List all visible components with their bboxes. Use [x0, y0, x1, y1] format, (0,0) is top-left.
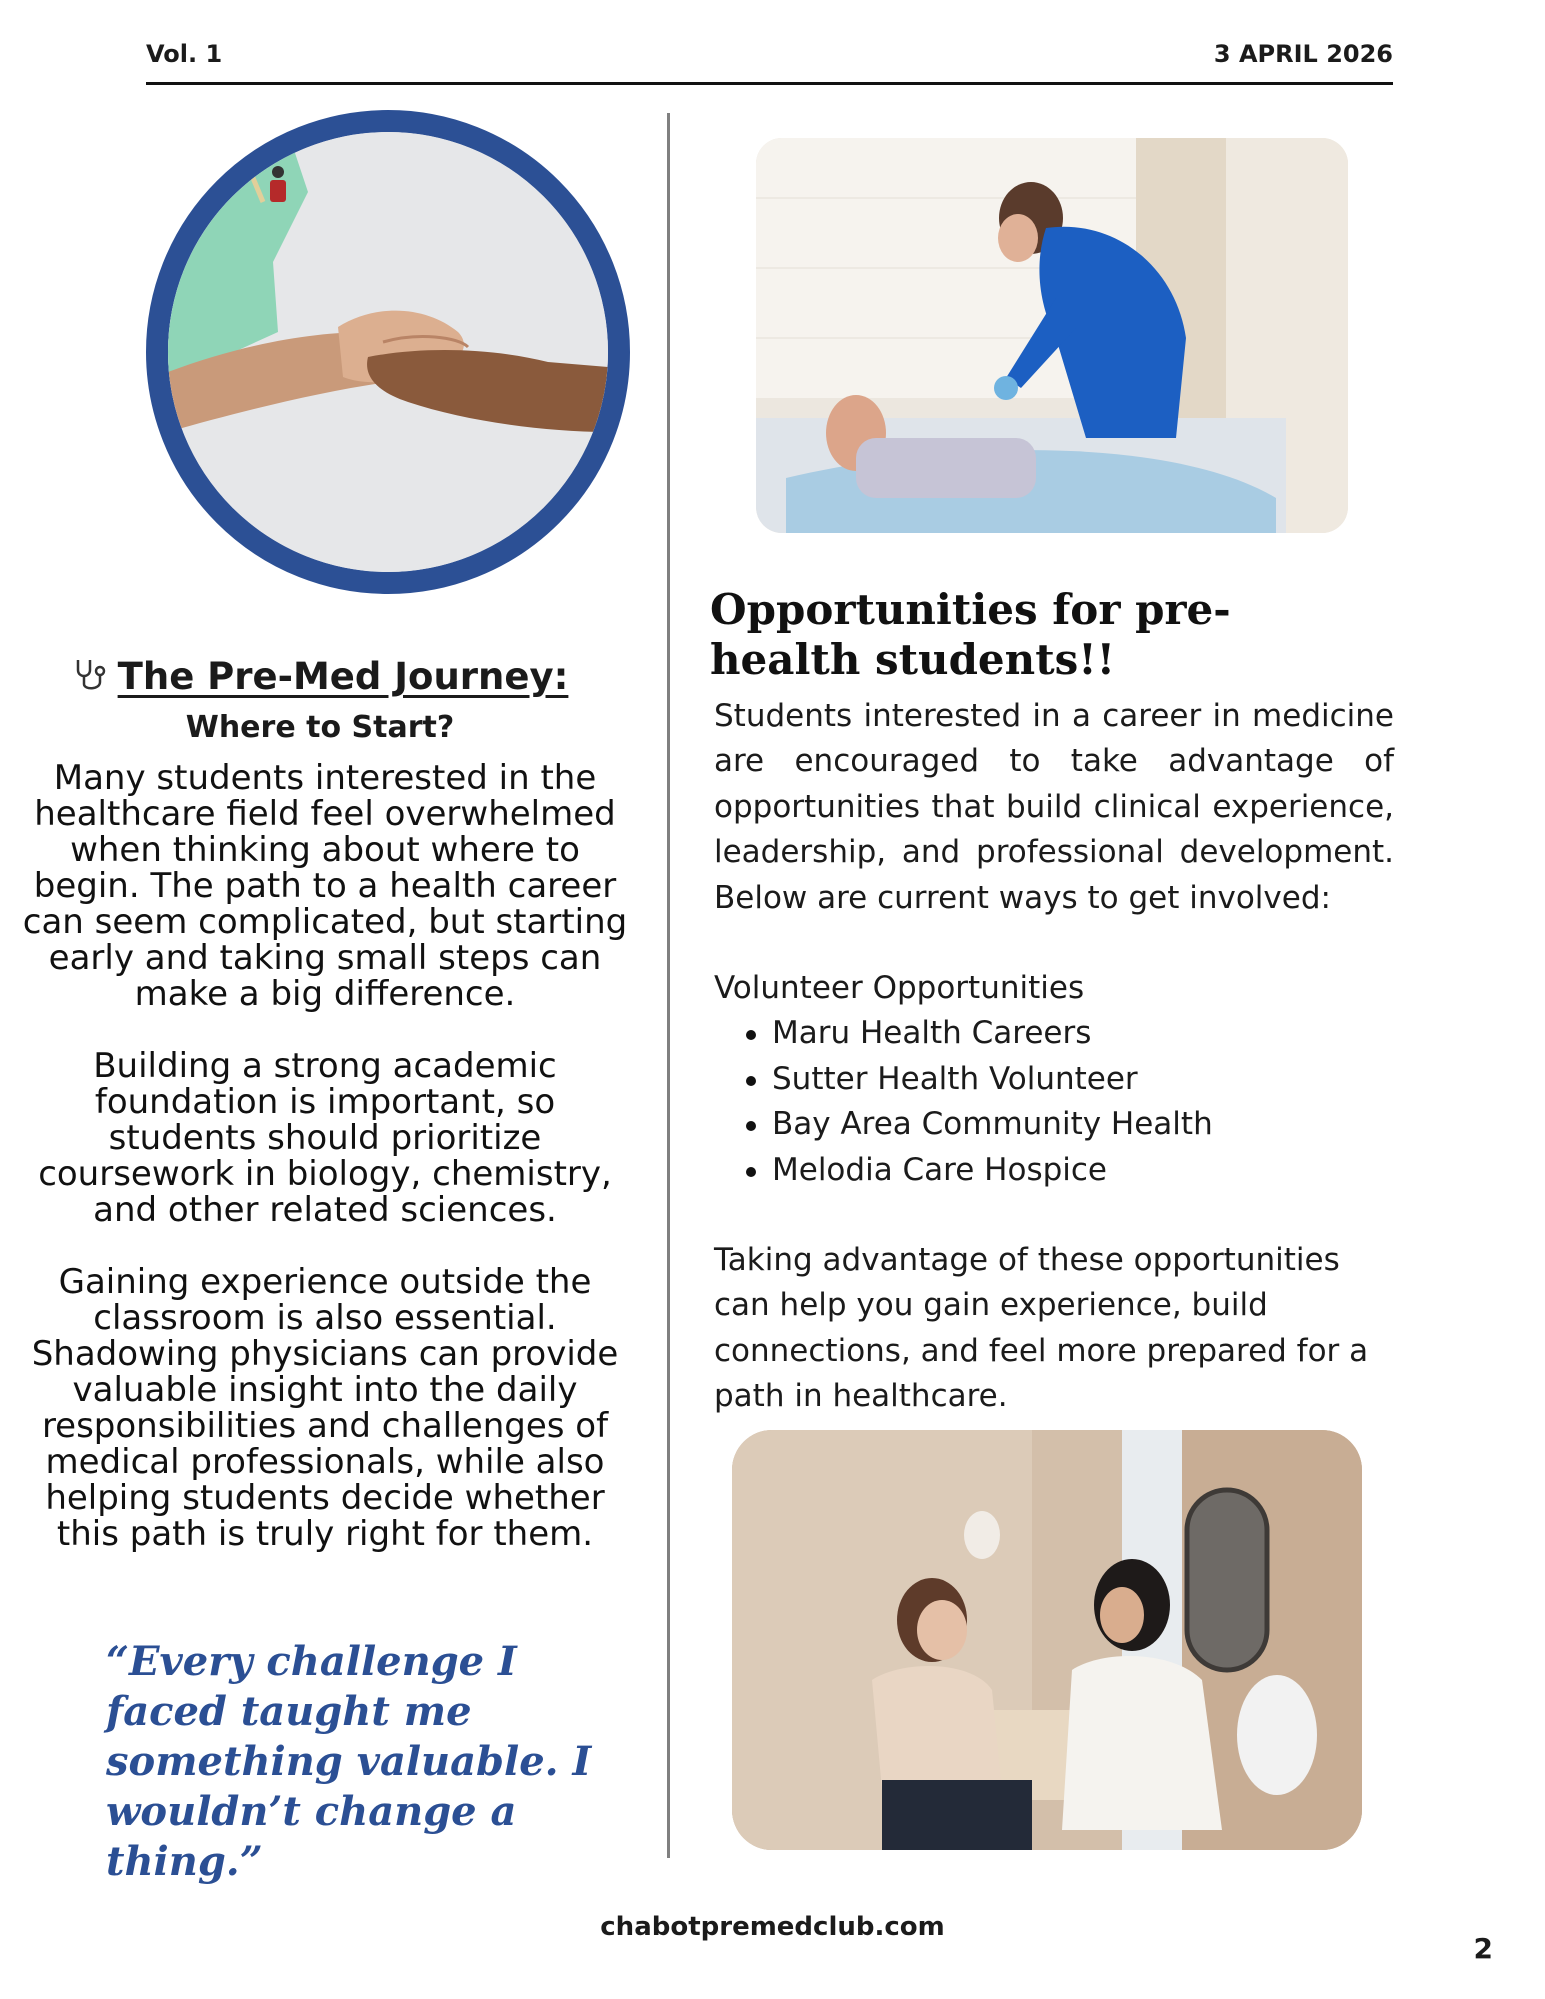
- intro-paragraph: Students interested in a career in medicine are encouraged to take advantage of opportunities that build clinical experience, leadership, and professional development. Below are current ways to get involved:: [714, 698, 1394, 916]
- consultation-photo: [732, 1430, 1362, 1850]
- page-number: 2: [1473, 1932, 1493, 1965]
- paragraph: Gaining experience outside the classroom is also essential. Shadowing physicians can provide valuable insight into the daily responsibilities and challenges of medical professionals, while also helping students decide whether this path is truly right for them.: [31, 1262, 619, 1554]
- paragraph: Many students interested in the healthcare field feel overwhelmed when thinking about where to begin. The path to a health career can seem complicated, but starting early and taking small steps can make a big difference.: [22, 758, 628, 1014]
- pull-quote: “Every challenge I faced taught me something valuable. I wouldn’t change a thing.”: [106, 1638, 592, 1885]
- left-article-body: [20, 760, 630, 1588]
- hands-holding-photo: [146, 110, 630, 594]
- issue-date: 3 APRIL 2026: [1213, 40, 1393, 68]
- bullet-icon: [746, 1076, 756, 1086]
- list-item: Melodia Care Hospice: [734, 1148, 1394, 1193]
- bullet-icon: [746, 1121, 756, 1131]
- list-item: Maru Health Careers: [734, 1011, 1394, 1056]
- column-divider: [667, 113, 670, 1858]
- closing-paragraph: Taking advantage of these opportunities can help you gain experience, build connections, and feel more prepared for a path in healthcare.: [714, 1242, 1369, 1415]
- section-title-text: The Pre-Med Journey:: [117, 655, 569, 698]
- footer-website: chabotpremedclub.com: [600, 1912, 945, 1942]
- stethoscope-icon: [72, 656, 112, 701]
- nurse-training-photo: [756, 138, 1348, 533]
- section-subtitle: Where to Start?: [185, 710, 455, 745]
- opportunities-title: Opportunities for pre-health students!!: [710, 585, 1231, 684]
- volunteer-heading: Volunteer Opportunities: [714, 970, 1085, 1007]
- bullet-icon: [746, 1030, 756, 1040]
- list-item: Bay Area Community Health: [734, 1102, 1394, 1147]
- header-rule: [146, 82, 1393, 85]
- paragraph: Building a strong academic foundation is important, so students should prioritize coursework in biology, chemistry, and other related sciences.: [38, 1046, 612, 1230]
- volume-label: Vol. 1: [146, 40, 223, 68]
- section-title-premed: [40, 655, 600, 701]
- list-item: Sutter Health Volunteer: [734, 1057, 1394, 1102]
- bullet-icon: [746, 1167, 756, 1177]
- opportunities-body: [714, 694, 1394, 1420]
- volunteer-list: [734, 1011, 1394, 1193]
